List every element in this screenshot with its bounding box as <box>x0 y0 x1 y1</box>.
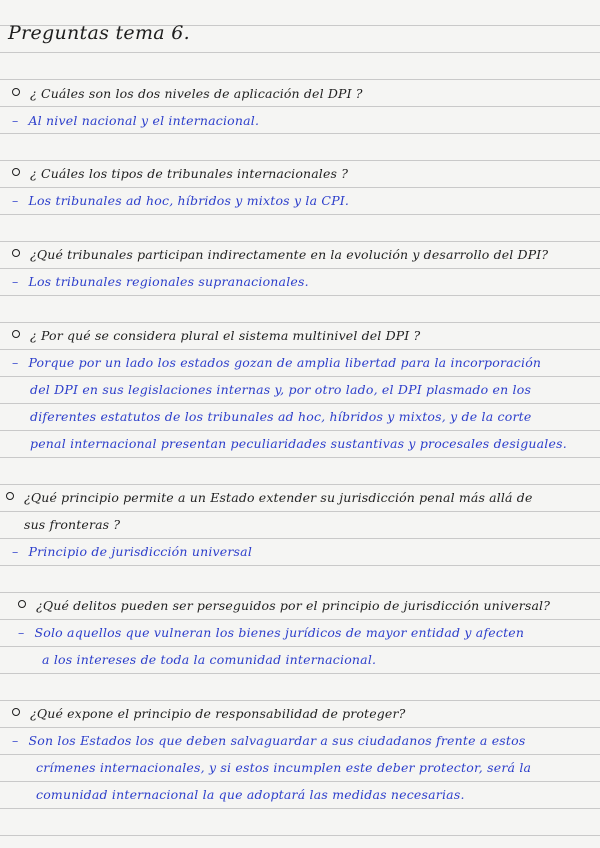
question-block-7 <box>0 700 600 808</box>
bullet-icon <box>18 600 26 608</box>
question-text: ¿ Por qué se considera plural el sistema multinivel del DPI ? <box>30 328 421 343</box>
question-text: ¿ Cuáles son los dos niveles de aplicación del DPI ? <box>30 86 363 101</box>
question-text: ¿Qué delitos pueden ser perseguidos por el principio de jurisdicción universal? <box>36 598 551 613</box>
answer-line: diferentes estatutos de los tribunales ad hoc, híbridos y mixtos, y de la corte <box>30 409 532 424</box>
answer-line: Los tribunales ad hoc, híbridos y mixtos y la CPI. <box>28 193 350 208</box>
dash-icon: – <box>12 733 19 748</box>
answer-line: del DPI en sus legislaciones internas y, por otro lado, el DPI plasmado en los <box>30 382 532 397</box>
answer-line: Los tribunales regionales supranacionales. <box>28 274 309 289</box>
question-block-2 <box>0 160 600 214</box>
question-block-4 <box>0 322 600 457</box>
answer-line: comunidad internacional la que adoptará las medidas necesarias. <box>36 787 465 802</box>
question-text: ¿ Cuáles los tipos de tribunales internacionales ? <box>30 166 349 181</box>
answer-line: Principio de jurisdicción universal <box>28 544 253 559</box>
dash-icon: – <box>12 544 19 559</box>
dash-icon: – <box>12 113 19 128</box>
dash-icon: – <box>12 274 19 289</box>
bullet-icon <box>12 168 20 176</box>
bullet-icon <box>12 249 20 257</box>
question-block-6 <box>0 592 600 673</box>
question-text: ¿Qué tribunales participan indirectamente en la evolución y desarrollo del DPI? <box>30 247 549 262</box>
question-block-3 <box>0 241 600 295</box>
bullet-icon <box>12 330 20 338</box>
question-text: ¿Qué expone el principio de responsabilidad de proteger? <box>30 706 406 721</box>
bullet-icon <box>12 708 20 716</box>
answer-line: Porque por un lado los estados gozan de amplia libertad para la incorporación <box>28 355 542 370</box>
dash-icon: – <box>18 625 25 640</box>
question-text-cont: sus fronteras ? <box>24 517 121 532</box>
bullet-icon <box>6 492 14 500</box>
answer-line: Son los Estados los que deben salvaguardar a sus ciudadanos frente a estos <box>28 733 526 748</box>
answer-line: Solo aquellos que vulneran los bienes jurídicos de mayor entidad y afecten <box>34 625 525 640</box>
dash-icon: – <box>12 355 19 370</box>
answer-line: a los intereses de toda la comunidad internacional. <box>42 652 377 667</box>
question-block-5 <box>0 484 600 565</box>
bullet-icon <box>12 88 20 96</box>
question-block-1 <box>0 80 600 134</box>
answer-line: crímenes internacionales, y si estos incumplen este deber protector, será la <box>36 760 532 775</box>
dash-icon: – <box>12 193 19 208</box>
page-title: Preguntas tema 6. <box>8 22 190 44</box>
answer-line: penal internacional presentan peculiaridades sustantivas y procesales desiguales. <box>30 436 567 451</box>
answer-line: Al nivel nacional y el internacional. <box>28 113 260 128</box>
question-text: ¿Qué principio permite a un Estado extender su jurisdicción penal más allá de <box>24 490 533 505</box>
